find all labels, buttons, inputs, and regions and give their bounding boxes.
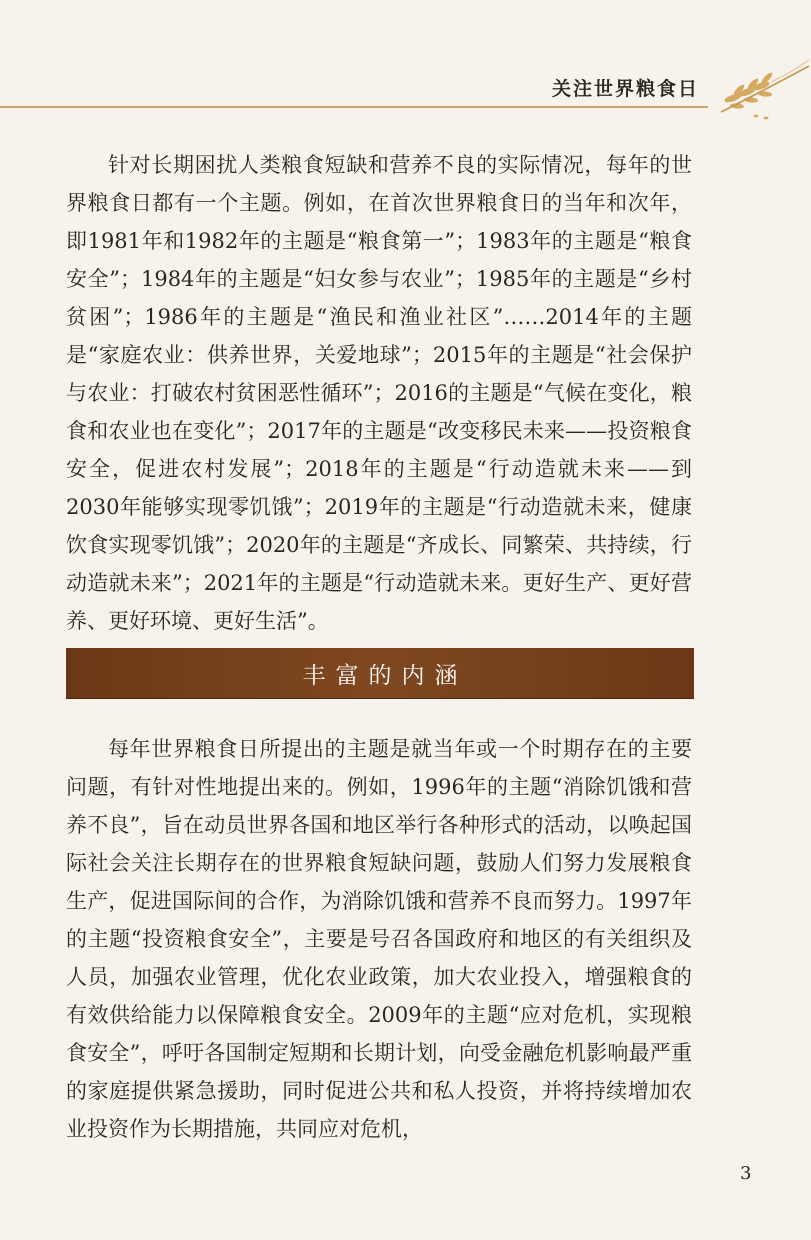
running-header-title: 关注世界粮食日 [551, 78, 699, 100]
body-paragraph-themes: 针对长期困扰人类粮食短缺和营养不良的实际情况，每年的世界粮食日都有一个主题。例如，在首次世界粮食日的当年和次年，即1981年和1982年的主题是“粮食第一”；1983年的主题是“粮食安全”；1984年的主题是“妇女参与农业”；1985年的主题是“乡村贫困”；1986年的主题是“渔民和渔业社区”……2014年的主题是“家庭农业：供养世界，关爱地球”；2015年的主题是“社会保护与农业：打破农村贫困恶性循环”；2016的主题是“气候在变化，粮食和农业也在变化”；2017年的主题是“改变移民未来——投资粮食安全，促进农村发展”；2018年的主题是“行动造就未来——到2030年能够实现零饥饿”；2019年的主题是“行动造就未来，健康饮食实现零饥饿”；2020年的主题是“齐成长、同繁荣、共持续，行动造就未来”；2021年的主题是“行动造就未来。更好生产、更好营养、更好环境、更好生活”。 [66, 153, 692, 633]
running-header [0, 56, 811, 126]
section-heading-bar [66, 648, 694, 698]
wheat-icon [711, 56, 811, 126]
section-heading: 丰富的内涵 [302, 662, 468, 689]
header-rule [0, 106, 708, 108]
page-number: 3 [740, 1163, 752, 1184]
body-paragraph-connotation: 每年世界粮食日所提出的主题是就当年或一个时期存在的主要问题，有针对性地提出来的。例如，1996年的主题“消除饥饿和营养不良”，旨在动员世界各国和地区举行各种形式的活动，以唤起国际社会关注长期存在的世界粮食短缺问题，鼓励人们努力发展粮食生产，促进国际间的合作，为消除饥饿和营养不良而努力。1997年的主题“投资粮食安全”，主要是号召各国政府和地区的有关组织及人员，加强农业管理，优化农业政策，加大农业投入，增强粮食的有效供给能力以保障粮食安全。2009年的主题“应对危机，实现粮食安全”，呼吁各国制定短期和长期计划，向受金融危机影响最严重的家庭提供紧急援助，同时促进公共和私人投资，并将持续增加农业投资作为长期措施，共同应对危机， [66, 737, 692, 1141]
